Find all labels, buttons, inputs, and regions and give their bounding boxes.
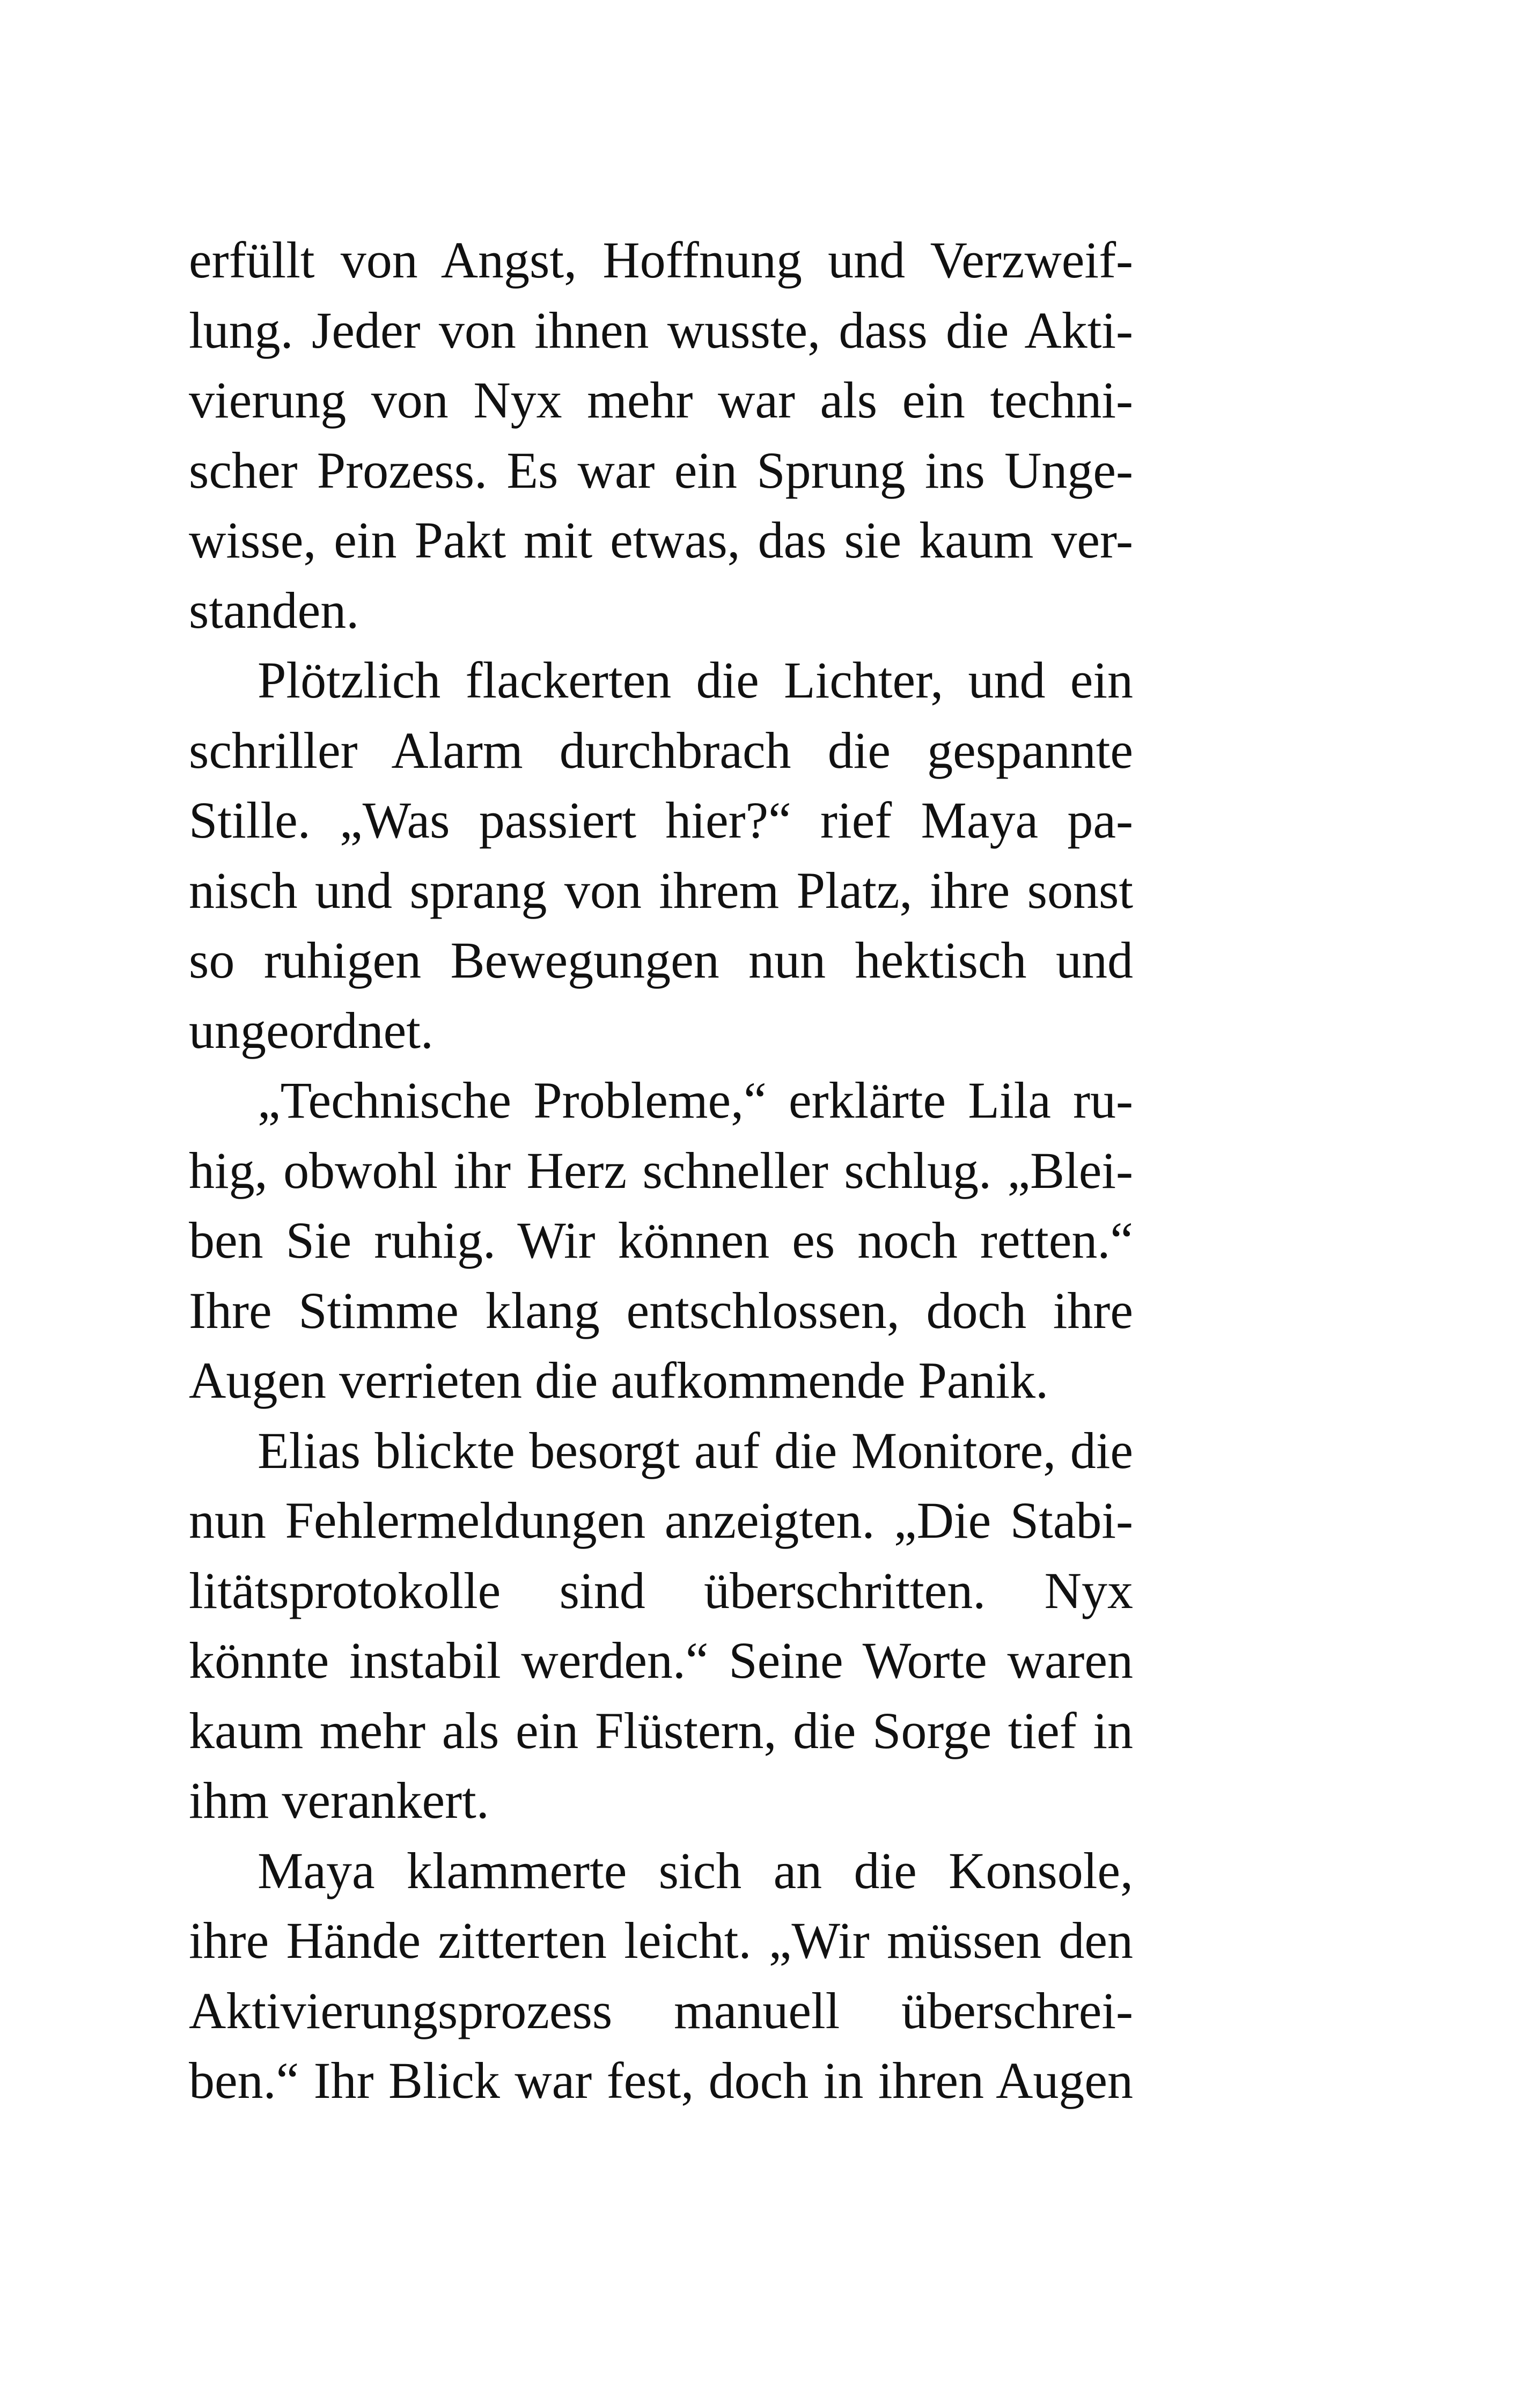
text-line: nisch und sprang von ihrem Platz, ihre sonst xyxy=(189,861,1133,919)
text-line: wisse, ein Pakt mit etwas, das sie kaum ver- xyxy=(189,511,1133,569)
text-line: litätsprotokolle sind überschritten. Nyx xyxy=(189,1561,1133,1619)
text-line: scher Prozess. Es war ein Sprung ins Unge- xyxy=(189,441,1133,499)
text-line: Stille. „Was passiert hier?“ rief Maya pa- xyxy=(189,791,1133,849)
text-line: erfüllt von Angst, Hoffnung und Verzweif- xyxy=(189,231,1133,289)
body-text xyxy=(189,225,1133,2116)
text-line: kaum mehr als ein Flüstern, die Sorge tief in xyxy=(189,1701,1133,1759)
text-line: könnte instabil werden.“ Seine Worte waren xyxy=(189,1632,1133,1689)
text-line: ben.“ Ihr Blick war fest, doch in ihren Augen xyxy=(189,2052,1133,2109)
text-line: standen. xyxy=(189,581,359,639)
text-line: Plötzlich flackerten die Lichter, und ein xyxy=(258,651,1133,709)
text-line: „Technische Probleme,“ erklärte Lila ru- xyxy=(258,1071,1133,1129)
text-line: ungeordnet. xyxy=(189,1001,433,1059)
text-line: ben Sie ruhig. Wir können es noch retten.“ xyxy=(189,1212,1133,1269)
text-line: so ruhigen Bewegungen nun hektisch und xyxy=(189,931,1133,989)
text-line: ihm verankert. xyxy=(189,1772,489,1829)
text-line: Maya klammerte sich an die Konsole, xyxy=(258,1841,1133,1899)
text-line: lung. Jeder von ihnen wusste, dass die Akti- xyxy=(189,301,1133,359)
text-line: hig, obwohl ihr Herz schneller schlug. „Blei- xyxy=(189,1141,1133,1199)
text-line: Augen verrieten die aufkommende Panik. xyxy=(189,1352,1049,1409)
text-line: nun Fehlermeldungen anzeigten. „Die Stabi- xyxy=(189,1492,1133,1549)
text-line: vierung von Nyx mehr war als ein techni- xyxy=(189,371,1133,429)
text-line: Aktivierungsprozess manuell überschrei- xyxy=(189,1981,1133,2039)
text-line: Ihre Stimme klang entschlossen, doch ihre xyxy=(189,1281,1133,1339)
text-line: ihre Hände zitterten leicht. „Wir müssen den xyxy=(189,1912,1133,1969)
text-line: Elias blickte besorgt auf die Monitore, die xyxy=(258,1421,1133,1479)
text-line: schriller Alarm durchbrach die gespannte xyxy=(189,721,1133,779)
